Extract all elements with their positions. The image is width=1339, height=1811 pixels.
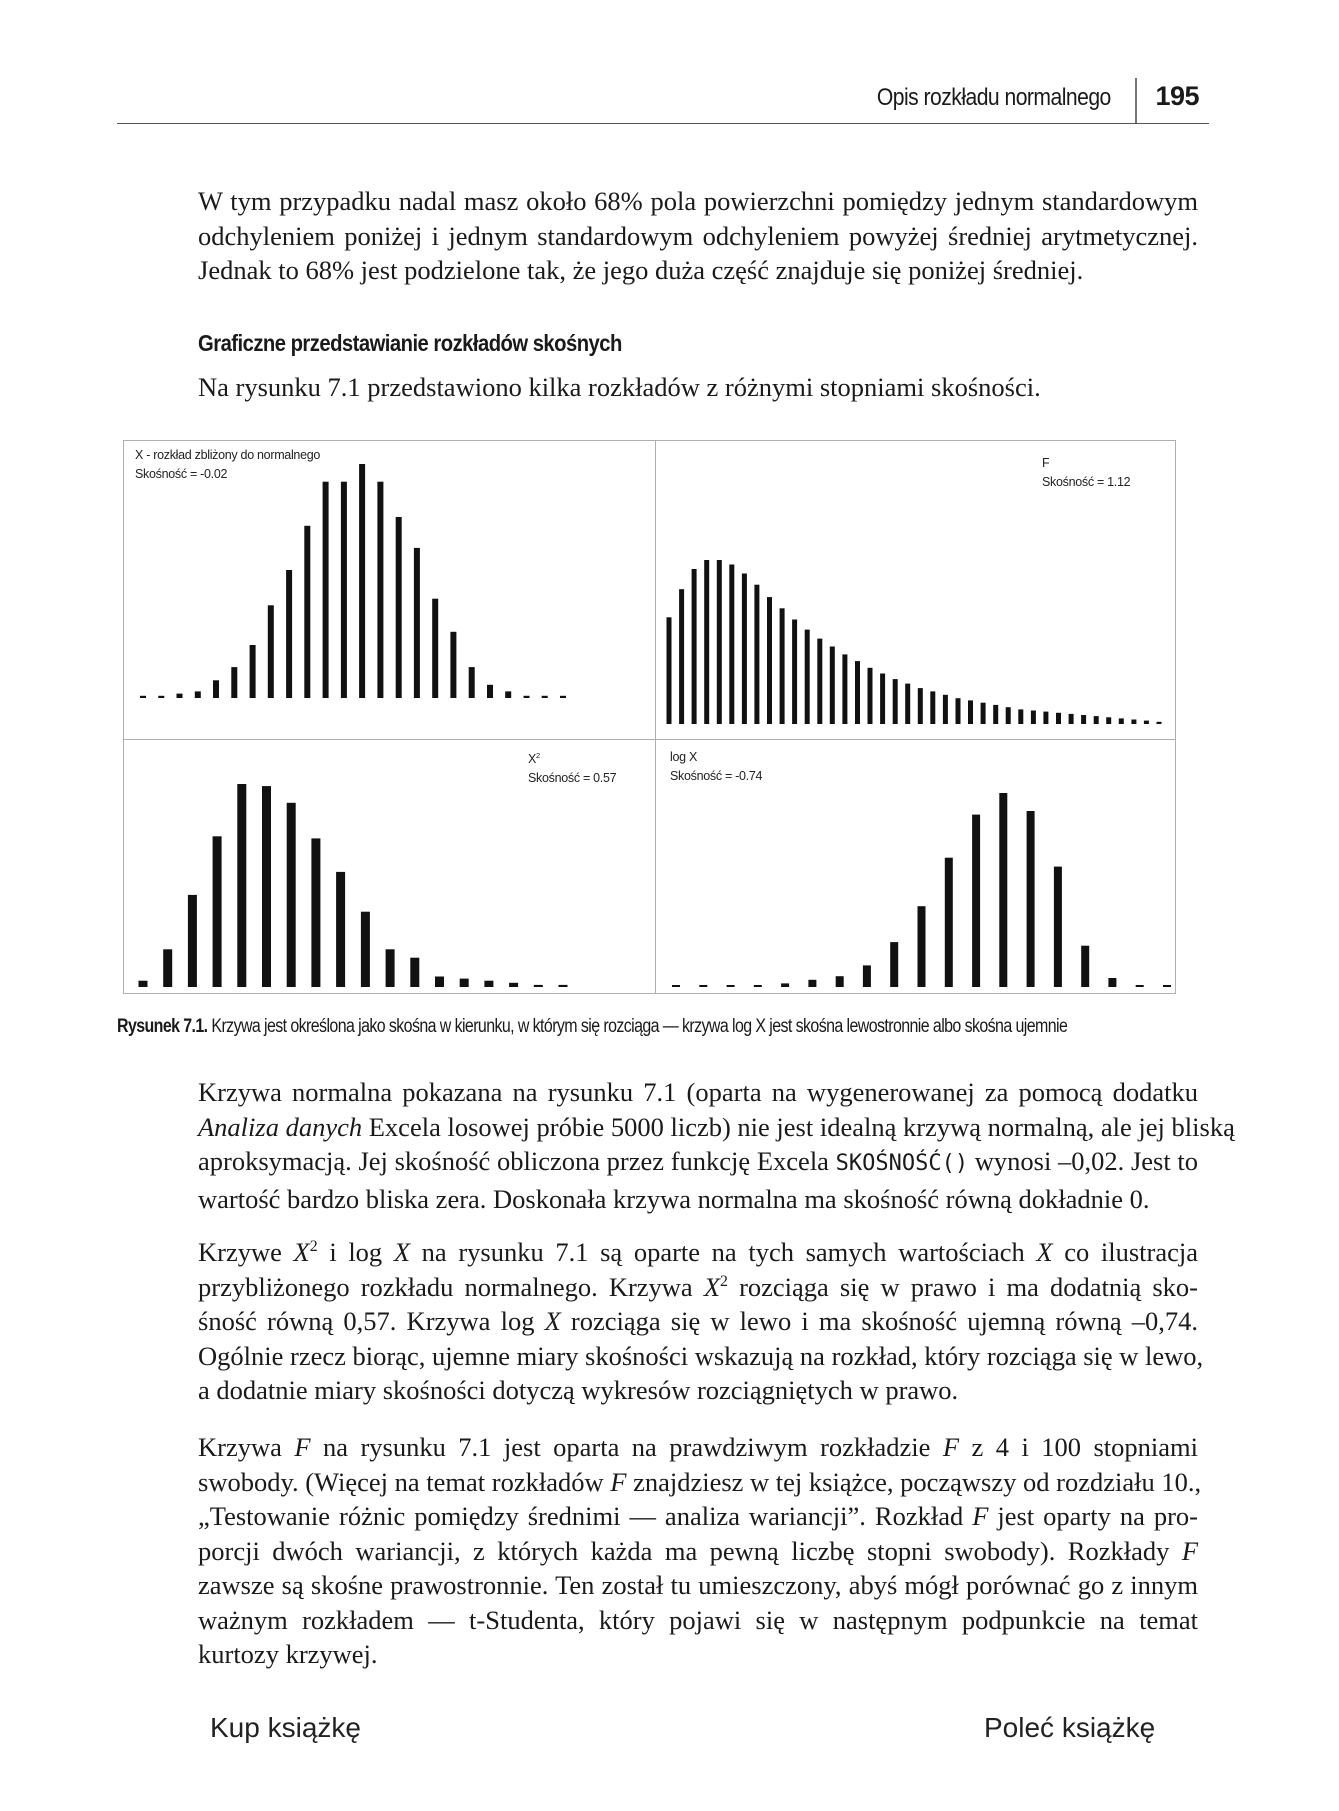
histogram-bar bbox=[509, 983, 518, 987]
histogram-bar bbox=[359, 464, 365, 698]
histogram-bar bbox=[930, 691, 935, 724]
histogram-bar bbox=[836, 976, 844, 987]
paragraph-line: śność równą 0,57. Krzywa log X rozciąga się w lewo i ma skośność ujemną równą –0,74. bbox=[198, 1306, 1198, 1336]
histogram-bar bbox=[341, 482, 347, 698]
histogram-bar bbox=[727, 985, 735, 987]
intro-paragraph bbox=[198, 184, 1198, 288]
paragraph-line: Ogólnie rzecz biorąc, ujemne miary skośności wskazują na rozkład, który rozciąga się w lewo, bbox=[198, 1340, 1204, 1371]
running-header-title: Opis rozkładu normalnego bbox=[877, 84, 1111, 111]
body-paragraph-1 bbox=[198, 1075, 1235, 1216]
histogram-bar bbox=[943, 695, 948, 724]
paragraph-line: swobody. (Więcej na temat rozkładów F znajdziesz w tej książce, począwszy od rozdziału 10., bbox=[198, 1466, 1202, 1497]
histogram-bar bbox=[1106, 717, 1111, 724]
histogram-bar bbox=[231, 667, 237, 698]
histogram-bar bbox=[893, 679, 898, 724]
histogram-bar bbox=[542, 696, 548, 698]
histogram-bar bbox=[767, 597, 772, 724]
histogram-bar bbox=[1006, 707, 1011, 724]
figure-caption bbox=[117, 1016, 1067, 1038]
panel-title: log X bbox=[670, 750, 697, 764]
paragraph-line: „Testowanie różnic pomiędzy średnimi — analiza wariancji”. Rozkład F jest oparty na pro- bbox=[198, 1501, 1198, 1531]
panel-title: F bbox=[1042, 456, 1050, 470]
figure-7-1 bbox=[123, 440, 1174, 992]
histogram-bar bbox=[808, 980, 816, 987]
histogram-bar bbox=[268, 605, 274, 698]
histogram-bar bbox=[855, 661, 860, 724]
section-heading: Graficzne przedstawianie rozkładów skośnych bbox=[198, 330, 622, 356]
histogram-bar bbox=[377, 482, 383, 698]
buy-book-link[interactable]: Kup książkę bbox=[210, 1712, 361, 1743]
histogram-bar bbox=[1054, 867, 1062, 987]
histogram-bar bbox=[139, 981, 148, 987]
histogram-bar bbox=[323, 482, 329, 698]
histogram-bar bbox=[918, 688, 923, 724]
histogram-bar bbox=[1131, 720, 1136, 725]
running-header bbox=[117, 78, 1209, 124]
histogram-bar bbox=[792, 620, 797, 725]
histogram-bar bbox=[1069, 714, 1074, 724]
histogram-bar bbox=[487, 685, 493, 698]
histogram-bar bbox=[432, 599, 438, 698]
histogram-bar bbox=[450, 632, 456, 698]
histogram-bar bbox=[1018, 709, 1023, 724]
histogram-bar bbox=[1081, 946, 1089, 987]
caption-text: Krzywa jest określona jako skośna w kierunku, w którym się rozciąga — krzywa log X jest skośna lewostronnie albo skośna ujemnie bbox=[211, 1016, 1068, 1037]
header-divider bbox=[1135, 78, 1137, 124]
histogram-bar bbox=[905, 684, 910, 724]
histogram-bar bbox=[262, 786, 271, 987]
recommend-book-link[interactable]: Poleć książkę bbox=[984, 1712, 1156, 1743]
caption-label: Rysunek 7.1. bbox=[117, 1016, 208, 1037]
histogram-bar bbox=[361, 912, 370, 987]
histogram-bar bbox=[742, 574, 747, 725]
histogram-bar bbox=[842, 654, 847, 724]
histogram-bar bbox=[981, 703, 986, 724]
histogram-bar bbox=[704, 560, 709, 724]
histogram-bar bbox=[188, 895, 197, 987]
paragraph-line: zawsze są skośne prawostronnie. Ten został tu umieszczony, abyś mógł porównać go z innym bbox=[198, 1570, 1198, 1600]
histogram-bar bbox=[1136, 985, 1144, 987]
histogram-bar bbox=[918, 906, 926, 987]
histogram-bar bbox=[1094, 716, 1099, 724]
histogram-bar bbox=[435, 977, 444, 988]
header-rule bbox=[117, 123, 1209, 124]
histogram-bar bbox=[195, 691, 201, 698]
panel-title: $X^2$ bbox=[528, 750, 540, 766]
histogram-bar bbox=[1056, 713, 1061, 724]
histogram-bar bbox=[817, 639, 822, 724]
histogram-bar bbox=[163, 949, 172, 987]
histogram-bar bbox=[469, 667, 475, 698]
histogram-bar bbox=[559, 985, 568, 987]
histogram-bar bbox=[484, 981, 493, 987]
histogram-bar bbox=[1144, 721, 1149, 724]
histogram-bar bbox=[999, 793, 1007, 987]
paragraph-line: kurtozy krzywej. bbox=[198, 1639, 378, 1669]
histogram-bar bbox=[560, 696, 566, 698]
histogram-bar bbox=[396, 517, 402, 698]
histogram-bar bbox=[304, 526, 310, 698]
histogram-bar bbox=[863, 965, 871, 987]
histogram-bar bbox=[754, 985, 762, 987]
histogram-bar bbox=[140, 696, 146, 698]
histogram-bar bbox=[805, 630, 810, 724]
histogram-bar bbox=[410, 958, 419, 987]
paragraph-line: odchyleniem poniżej i jednym standardowym odchyleniem powyżej średniej arytmetycznej. bbox=[198, 220, 1198, 251]
histogram-bars bbox=[123, 440, 1174, 992]
panel-title: X - rozkład zbliżony do normalnego bbox=[135, 448, 321, 462]
histogram-bar bbox=[667, 617, 672, 724]
histogram-bar bbox=[1031, 711, 1036, 725]
histogram-bar bbox=[972, 815, 980, 987]
histogram-bar bbox=[287, 803, 296, 987]
histogram-bar bbox=[692, 569, 697, 724]
histogram-bar bbox=[414, 548, 420, 698]
histogram-bar bbox=[534, 985, 543, 987]
histogram-bar bbox=[213, 680, 219, 698]
histogram-bar bbox=[780, 608, 785, 724]
histogram-bar bbox=[868, 668, 873, 724]
page-number: 195 bbox=[1155, 81, 1199, 111]
histogram-bar bbox=[177, 694, 183, 698]
paragraph-line: Na rysunku 7.1 przedstawiono kilka rozkładów z różnymi stopniami skośności. bbox=[198, 372, 1041, 402]
histogram-bar bbox=[1108, 978, 1116, 987]
paragraph-line: porcji dwóch wariancji, z których każda ma pewną liczbę stopni swobody). Rozkłady F bbox=[198, 1535, 1198, 1566]
histogram-bar bbox=[781, 983, 789, 987]
histogram-bar bbox=[754, 585, 759, 724]
histogram-bar bbox=[237, 784, 246, 987]
paragraph-line: przybliżonego rozkładu normalnego. Krzywa $X^2$ rozciąga się w prawo i ma dodatnią sko- bbox=[198, 1271, 1198, 1302]
histogram-bar bbox=[699, 985, 707, 987]
paragraph-line: Jednak to 68% jest podzielone tak, że jego duża część znajduje się poniżej średniej. bbox=[198, 255, 1084, 285]
histogram-bar bbox=[830, 647, 835, 725]
histogram-bar bbox=[945, 858, 953, 987]
histogram-bar bbox=[311, 838, 320, 987]
histogram-bar bbox=[1119, 718, 1124, 724]
paragraph-line: W tym przypadku nadal masz około 68% pola powierzchni pomiędzy jednym standardowym bbox=[198, 186, 1198, 216]
histogram-bar bbox=[968, 700, 973, 724]
body-paragraph-2 bbox=[198, 1235, 1204, 1408]
histogram-bar bbox=[1043, 712, 1048, 724]
paragraph-line: wartość bardzo bliska zera. Doskonała krzywa normalna ma skośność równą dokładnie 0. bbox=[198, 1183, 1150, 1214]
paragraph-line: Krzywa normalna pokazana na rysunku 7.1 (oparta na wygenerowanej za pomocą dodatku bbox=[198, 1077, 1198, 1107]
histogram-bar bbox=[336, 872, 345, 987]
panel-skewness: Skośność = -0.02 bbox=[135, 467, 228, 481]
panel-skewness: Skośność = -0.74 bbox=[670, 769, 763, 783]
histogram-bar bbox=[717, 560, 722, 724]
figure-intro bbox=[198, 370, 1198, 405]
histogram-bar bbox=[679, 589, 684, 724]
body-paragraph-3 bbox=[198, 1430, 1202, 1672]
histogram-bar bbox=[880, 674, 885, 725]
histogram-bar bbox=[1157, 722, 1162, 724]
paragraph-line: Krzywe $X^2$ i log X na rysunku 7.1 są oparte na tych samych wartościach X co ilustracja bbox=[198, 1237, 1198, 1267]
histogram-bar bbox=[1163, 985, 1171, 987]
histogram-bar bbox=[386, 949, 395, 987]
paragraph-line: aproksymacją. Jej skośność obliczona przez funkcję Excela SKOŚNOŚĆ() wynosi –0,02. Jest to bbox=[198, 1146, 1198, 1176]
paragraph-line: Krzywa F na rysunku 7.1 jest oparta na prawdziwym rozkładzie F z 4 i 100 stopniami bbox=[198, 1432, 1199, 1462]
panel-skewness: Skośność = 0.57 bbox=[528, 771, 617, 785]
histogram-bar bbox=[672, 985, 680, 987]
histogram-bar bbox=[460, 979, 469, 987]
paragraph-line: ważnym rozkładem — t-Studenta, który pojawi się w następnym podpunkcie na temat bbox=[198, 1604, 1198, 1635]
histogram-bar bbox=[286, 570, 292, 698]
histogram-bar bbox=[213, 836, 222, 987]
histogram-bar bbox=[890, 942, 898, 987]
histogram-bar bbox=[158, 696, 164, 698]
histogram-bar bbox=[505, 691, 511, 698]
panel-skewness: Skośność = 1.12 bbox=[1042, 475, 1131, 489]
paragraph-line: a dodatnie miary skośności dotyczą wykresów rozciągniętych w prawo. bbox=[198, 1375, 959, 1405]
histogram-bar bbox=[956, 698, 961, 724]
histogram-bar bbox=[993, 705, 998, 724]
histogram-bar bbox=[250, 645, 256, 698]
paragraph-line: Analiza danych Excela losowej próbie 5000 liczb) nie jest idealną krzywą normalną, ale jej bliską bbox=[198, 1111, 1235, 1142]
histogram-bar bbox=[1027, 811, 1035, 987]
histogram-bar bbox=[729, 565, 734, 725]
histogram-bar bbox=[524, 696, 530, 698]
histogram-bar bbox=[1081, 715, 1086, 724]
